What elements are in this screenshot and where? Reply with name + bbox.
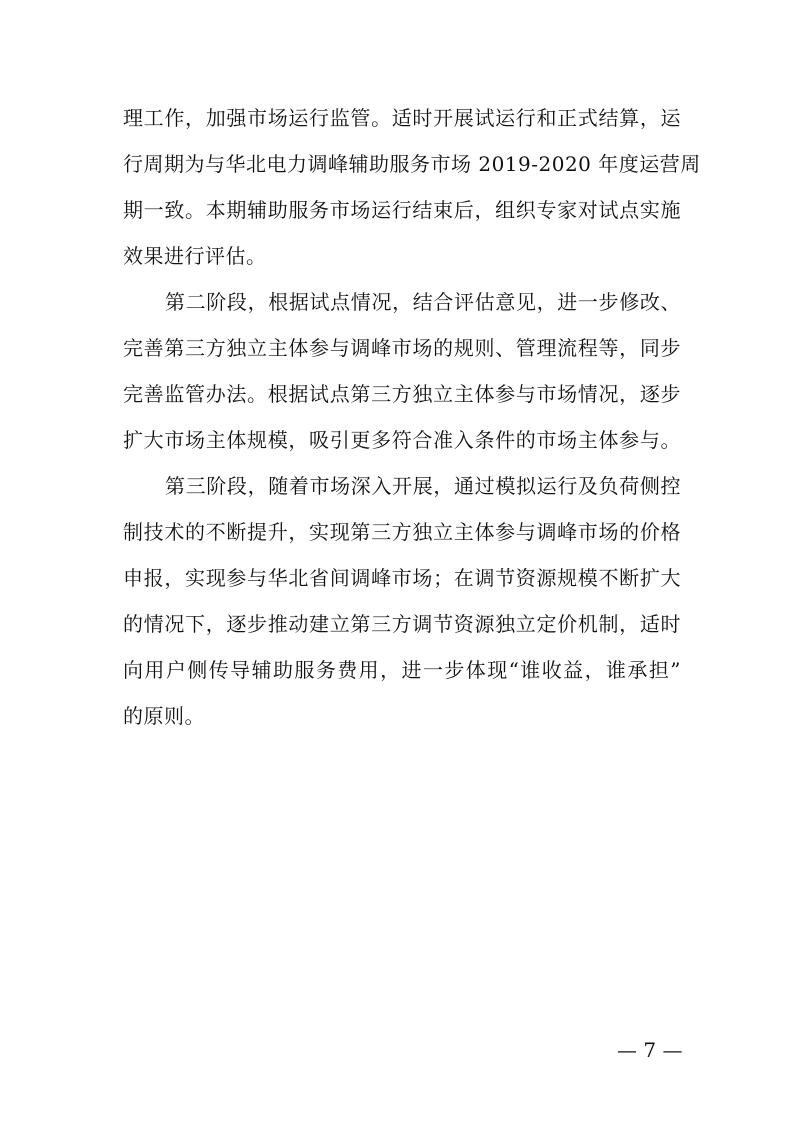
page-number: — 7 — xyxy=(617,1038,683,1062)
paragraph-1-line-3: 期一致。本期辅助服务市场运行结束后，组织专家对试点实施 xyxy=(123,198,681,222)
paragraph-1-line-4: 效果进行评估。 xyxy=(123,244,267,268)
paragraph-3-line-5: 向用户侧传导辅助服务费用，进一步体现“谁收益，谁承担” xyxy=(123,658,681,682)
paragraph-3-line-2: 制技术的不断提升，实现第三方独立主体参与调峰市场的价格 xyxy=(123,520,681,544)
paragraph-1-line-2: 行周期为与华北电力调峰辅助服务市场 2019-2020 年度运营周 xyxy=(123,152,701,176)
paragraph-2-line-4: 扩大市场主体规模，吸引更多符合准入条件的市场主体参与。 xyxy=(123,428,681,452)
paragraph-2-line-3: 完善监管办法。根据试点第三方独立主体参与市场情况，逐步 xyxy=(123,382,681,406)
paragraph-3-line-1: 第三阶段，随着市场深入开展，通过模拟运行及负荷侧控 xyxy=(165,474,681,498)
paragraph-2-line-2: 完善第三方独立主体参与调峰市场的规则、管理流程等，同步 xyxy=(123,336,681,360)
paragraph-3-line-3: 申报，实现参与华北省间调峰市场；在调节资源规模不断扩大 xyxy=(123,566,681,590)
paragraph-3-line-4: 的情况下，逐步推动建立第三方调节资源独立定价机制，适时 xyxy=(123,612,681,636)
paragraph-2-line-1: 第二阶段，根据试点情况，结合评估意见，进一步修改、 xyxy=(165,290,681,314)
paragraph-3-line-6: 的原则。 xyxy=(123,704,205,728)
paragraph-1-line-1: 理工作，加强市场运行监管。适时开展试运行和正式结算，运 xyxy=(123,106,681,130)
